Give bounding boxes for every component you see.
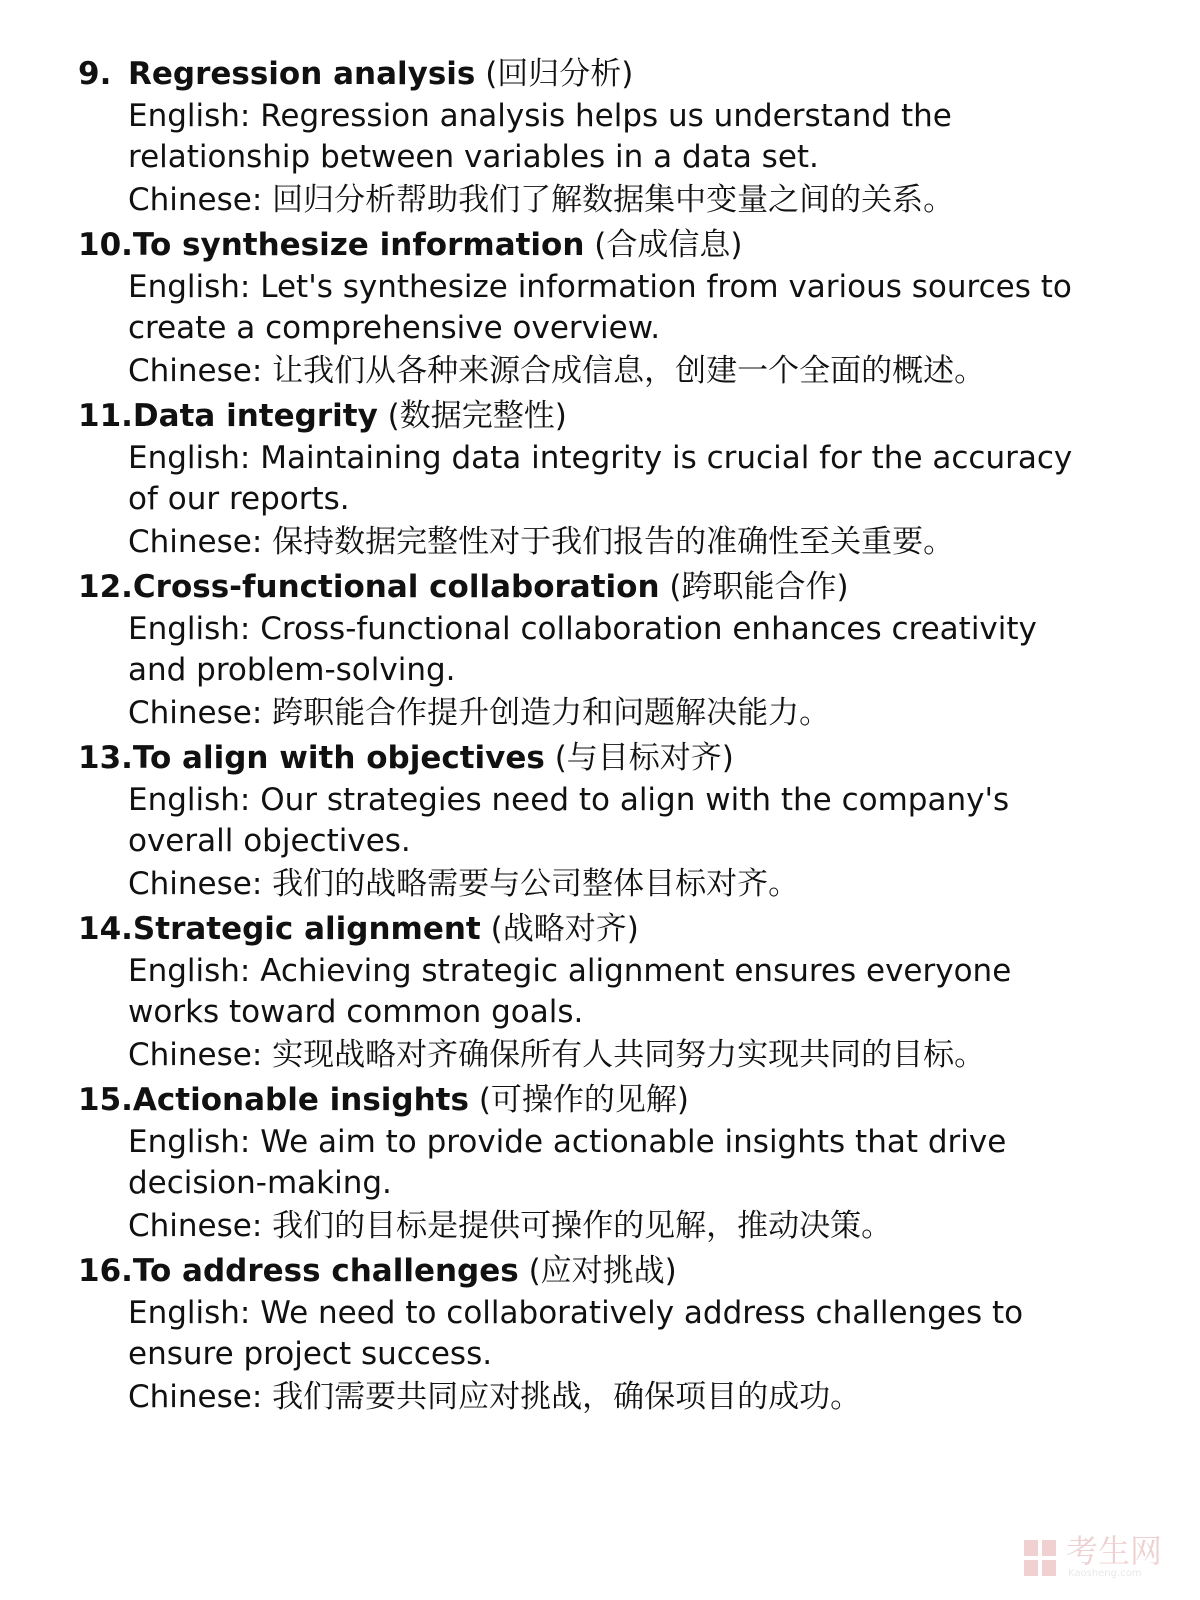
entry-term: To synthesize information [132, 227, 585, 263]
entry-heading [78, 394, 1178, 438]
chinese-line: Chinese: 让我们从各种来源合成信息，创建一个全面的概述。 [128, 353, 986, 389]
entry-number: 10. [78, 227, 133, 263]
entry-heading [78, 736, 1178, 780]
chinese-line: Chinese: 跨职能合作提升创造力和问题解决能力。 [128, 695, 831, 731]
entry-heading [78, 565, 1178, 609]
english-line: and problem-solving. [128, 652, 456, 688]
english-line: English: Cross-functional collaboration enhances creativity [128, 611, 1037, 647]
english-line: English: We need to collaboratively address challenges to [128, 1295, 1024, 1331]
entry-term: Actionable insights [132, 1082, 469, 1118]
english-line: English: We aim to provide actionable insights that drive [128, 1124, 1007, 1160]
watermark-subtext: Kaosheng.com [1068, 1568, 1142, 1579]
entry-term-chinese: (跨职能合作) [659, 569, 849, 605]
entry-term-chinese: (与目标对齐) [544, 740, 734, 776]
chinese-line: Chinese: 实现战略对齐确保所有人共同努力实现共同的目标。 [128, 1037, 986, 1073]
entry-body [78, 267, 1178, 394]
english-line: English: Let's synthesize information from various sources to [128, 269, 1072, 305]
chinese-line: Chinese: 我们的目标是提供可操作的见解，推动决策。 [128, 1208, 893, 1244]
entry-term-chinese: (战略对齐) [480, 911, 639, 947]
chinese-line: Chinese: 我们的战略需要与公司整体目标对齐。 [128, 866, 800, 902]
entry-heading [78, 907, 1178, 951]
entry-term-chinese: (合成信息) [584, 227, 743, 263]
entry-number: 15. [78, 1082, 133, 1118]
english-line: works toward common goals. [128, 994, 584, 1030]
entry-body [78, 1122, 1178, 1249]
entry-term: To address challenges [132, 1253, 519, 1289]
english-line: ensure project success. [128, 1336, 493, 1372]
list-item [78, 223, 1178, 394]
english-line: of our reports. [128, 481, 350, 517]
entry-term: Cross-functional collaboration [132, 569, 660, 605]
entry-term-chinese: (回归分析) [475, 56, 634, 92]
list-item [78, 52, 1178, 223]
english-line: create a comprehensive overview. [128, 310, 661, 346]
english-line: decision-making. [128, 1165, 392, 1201]
entry-term: Regression analysis [128, 56, 476, 92]
list-item [78, 1078, 1178, 1249]
watermark [1022, 1534, 1182, 1582]
entry-heading [78, 223, 1178, 267]
entry-body [78, 951, 1178, 1078]
vocabulary-list [78, 52, 1178, 1420]
list-item [78, 1249, 1178, 1420]
entry-heading [78, 52, 1178, 96]
entry-body [78, 609, 1178, 736]
list-item [78, 394, 1178, 565]
entry-term: Strategic alignment [132, 911, 481, 947]
english-line: English: Maintaining data integrity is crucial for the accuracy [128, 440, 1073, 476]
english-line: English: Our strategies need to align with the company's [128, 782, 1010, 818]
chinese-line: Chinese: 回归分析帮助我们了解数据集中变量之间的关系。 [128, 182, 955, 218]
kaosheng-logo-icon [1022, 1538, 1058, 1578]
entry-number: 16. [78, 1253, 133, 1289]
entry-term: Data integrity [132, 398, 378, 434]
entry-number: 14. [78, 911, 133, 947]
entry-number: 11. [78, 398, 133, 434]
entry-term: To align with objectives [132, 740, 545, 776]
entry-heading [78, 1078, 1178, 1122]
list-item [78, 907, 1178, 1078]
english-line: overall objectives. [128, 823, 411, 859]
entry-number: 9. [78, 56, 112, 92]
entry-number: 13. [78, 740, 133, 776]
entry-term-chinese: (数据完整性) [377, 398, 567, 434]
list-item [78, 565, 1178, 736]
entry-term-chinese: (应对挑战) [518, 1253, 677, 1289]
entry-body [78, 438, 1178, 565]
list-item [78, 736, 1178, 907]
chinese-line: Chinese: 保持数据完整性对于我们报告的准确性至关重要。 [128, 524, 955, 560]
entry-term-chinese: (可操作的见解) [468, 1082, 690, 1118]
english-line: relationship between variables in a data set. [128, 139, 819, 175]
entry-body [78, 1293, 1178, 1420]
entry-body [78, 96, 1178, 223]
chinese-line: Chinese: 我们需要共同应对挑战，确保项目的成功。 [128, 1379, 862, 1415]
english-line: English: Achieving strategic alignment ensures everyone [128, 953, 1012, 989]
watermark-text: 考生网 [1066, 1532, 1163, 1570]
entry-body [78, 780, 1178, 907]
entry-number: 12. [78, 569, 133, 605]
english-line: English: Regression analysis helps us understand the [128, 98, 952, 134]
entry-heading [78, 1249, 1178, 1293]
